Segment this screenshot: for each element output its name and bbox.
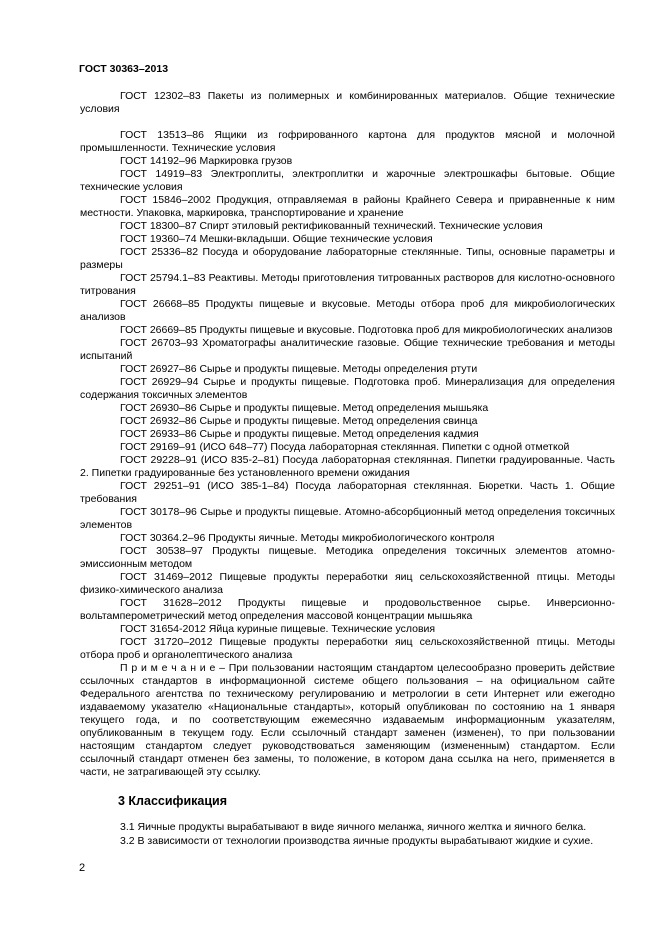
reference-item: ГОСТ 26932–86 Сырье и продукты пищевые. Метод определения свинца: [120, 415, 478, 427]
reference-item: ГОСТ 30538–97 Продукты пищевые. Методика определения токсичных элементов атомно-эмиссионным методом: [80, 545, 615, 570]
reference-item: ГОСТ 26703–93 Хроматографы аналитические газовые. Общие технические требования и методы испытаний: [80, 337, 615, 362]
section-3-body: [80, 820, 615, 848]
page-number: 2: [79, 862, 86, 874]
reference-item: ГОСТ 31720–2012 Пищевые продукты переработки яиц сельскохозяйственной птицы. Методы отбора проб и органолептического анализа: [80, 636, 615, 661]
reference-item: ГОСТ 26927–86 Сырье и продукты пищевые. Методы определения ртути: [120, 363, 478, 375]
reference-item: ГОСТ 31469–2012 Пищевые продукты переработки яиц сельскохозяйственной птицы. Методы физико-химического анализа: [80, 571, 615, 596]
reference-item: ГОСТ 25336–82 Посуда и оборудование лабораторные стеклянные. Типы, основные параметры и размеры: [80, 246, 615, 271]
note-label: П р и м е ч а н и е: [120, 662, 216, 674]
reference-item: ГОСТ 19360–74 Мешки-вкладыши. Общие технические условия: [120, 233, 433, 245]
reference-item: ГОСТ 30364.2–96 Продукты яичные. Методы микробиологического контроля: [120, 532, 495, 544]
reference-item: ГОСТ 26668–85 Продукты пищевые и вкусовые. Методы отбора проб для микробиологических анализов: [80, 298, 615, 323]
reference-item: ГОСТ 26930–86 Сырье и продукты пищевые. Метод определения мышьяка: [120, 402, 489, 414]
reference-item: ГОСТ 14919–83 Электроплиты, электроплитки и жарочные электрошкафы бытовые. Общие технические условия: [80, 168, 615, 193]
reference-item: ГОСТ 12302–83 Пакеты из полимерных и комбинированных материалов. Общие технические условия: [80, 90, 615, 115]
document-header: ГОСТ 30363–2013: [79, 63, 169, 75]
reference-item: ГОСТ 13513–86 Ящики из гофрированного картона для продуктов мясной и молочной промышленности. Технические условия: [80, 129, 615, 154]
reference-item: ГОСТ 29169–91 (ИСО 648–77) Посуда лабораторная стеклянная. Пипетки с одной отметкой: [120, 441, 570, 453]
clause-3-1: 3.1 Яичные продукты вырабатывают в виде яичного меланжа, яичного желтка и яичного белка.: [120, 821, 587, 833]
reference-item: ГОСТ 26933–86 Сырье и продукты пищевые. Метод определения кадмия: [120, 428, 479, 440]
reference-item: ГОСТ 18300–87 Спирт этиловый ректификованный технический. Технические условия: [120, 220, 543, 232]
note-text: – При пользовании настоящим стандартом целесообразно проверить действие ссылочных стандартов в информационной системе общего пользования – на официальном сайте Федерального агентства по техническому регулированию и метрологии в сети Интернет или ежегодно издаваемому указателю «Национальные стандарты», который опубликован по состоянию на 1 января текущего года, и по соответствующим ежемесячно издаваемым информационным указателям, опубликованным в текущем году. Если ссылочный стандарт заменен (изменен), то при пользовании настоящим стандартом следует руководствоваться заменяющим (измененным) стандартом. Если ссылочный стандарт отменен без замены, то положение, в котором дана ссылка на него, применяется в части, не затрагивающей эту ссылку.: [80, 662, 615, 778]
reference-item: ГОСТ 14192–96 Маркировка грузов: [120, 155, 293, 167]
reference-item: ГОСТ 31628–2012 Продукты пищевые и продовольственное сырье. Инверсионно-вольтамперометрический метод определения массовой концентрации мышьяка: [80, 597, 615, 622]
reference-item: ГОСТ 29228–91 (ИСО 835-2–81) Посуда лабораторная стеклянная. Пипетки градуированные. Часть 2. Пипетки градуированные без установленного времени ожидания: [80, 454, 615, 479]
normative-references: [80, 90, 615, 779]
reference-item: ГОСТ 25794.1–83 Реактивы. Методы приготовления титрованных растворов для кислотно-основного титрования: [80, 272, 615, 297]
reference-item: ГОСТ 30178–96 Сырье и продукты пищевые. Атомно-абсорбционный метод определения токсичных элементов: [80, 506, 615, 531]
reference-item: ГОСТ 31654-2012 Яйца куриные пищевые. Технические условия: [120, 623, 436, 635]
reference-item: ГОСТ 15846–2002 Продукция, отправляемая в районы Крайнего Севера и приравненные к ним местности. Упаковка, маркировка, транспортирование и хранение: [80, 194, 615, 219]
note-paragraph: [80, 662, 615, 779]
reference-item: ГОСТ 29251–91 (ИСО 385-1–84) Посуда лабораторная стеклянная. Бюретки. Часть 1. Общие требования: [80, 480, 615, 505]
reference-item: ГОСТ 26929–94 Сырье и продукты пищевые. Подготовка проб. Минерализация для определения содержания токсичных элементов: [80, 376, 615, 401]
reference-item: ГОСТ 26669–85 Продукты пищевые и вкусовые. Подготовка проб для микробиологических анализов: [120, 324, 613, 336]
clause-3-2: 3.2 В зависимости от технологии производства яичные продукты вырабатывают жидкие и сухие.: [120, 835, 594, 847]
section-heading: 3 Классификация: [118, 794, 228, 808]
